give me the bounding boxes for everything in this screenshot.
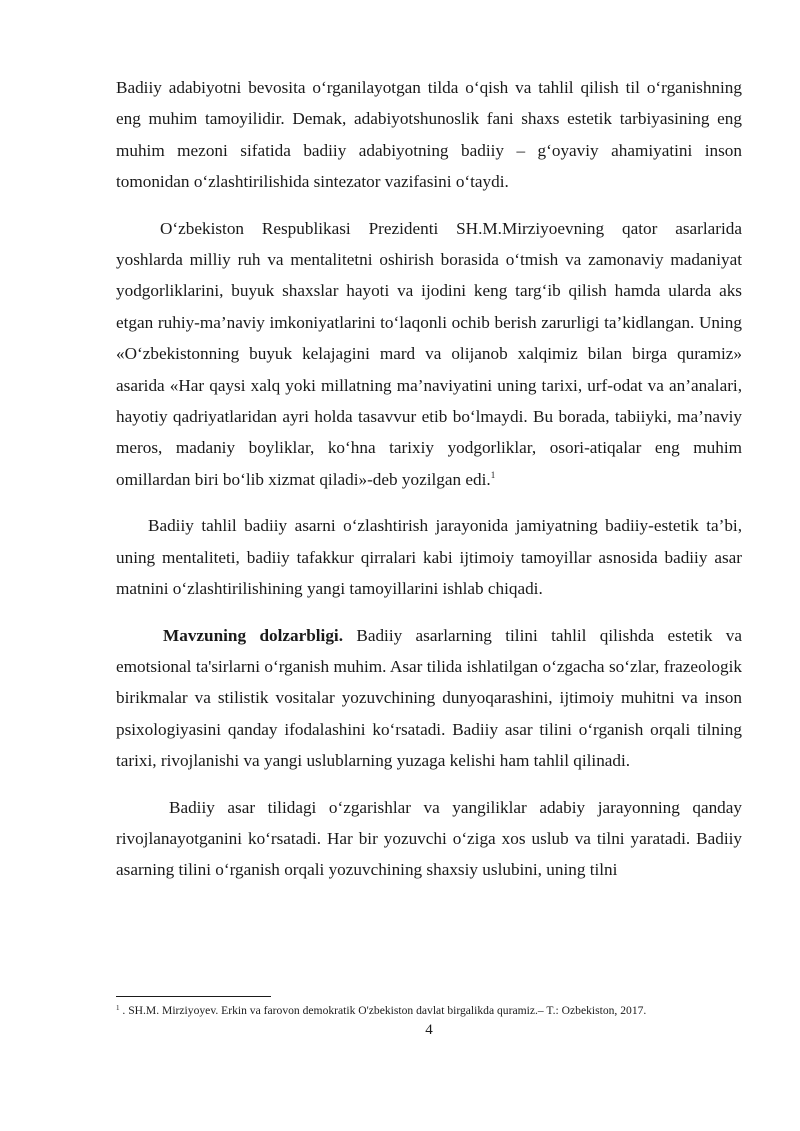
paragraph-1-text: Badiiy adabiyotni bevosita o‘rganilayotgan tilda o‘qish va tahlil qilish til o‘rganishning eng muhim tamoyilidir. Demak, adabiyotshunoslik fani shaxs estetik tarbiyasining eng muhim mezoni sifatida badiiy adabiyotning badiiy – g‘oyaviy ahamiyatini inson tomonidan o‘zlashtirilishida sintezator vazifasini o‘taydi. — [116, 78, 742, 192]
document-body — [116, 72, 742, 886]
paragraph-4-text: Badiiy asarlarning tilini tahlil qilishda estetik va emotsional ta'sirlarni o‘rganish muhim. Asar tilida ishlatilgan o‘zgacha so‘zlar, frazeologik birikmalar va stilistik vositalar yozuvchining dunyoqarashini, ijtimoiy muhitni va inson psixologiyasini qanday ifodalashini ko‘rsatadi. Badiiy asar tilini o‘rganish orqali tilning tarixi, rivojlanishi va yangi uslublarning yuzaga kelishi ham tahlil qilinadi. — [116, 625, 742, 771]
paragraph-3-text: Badiiy tahlil badiiy asarni o‘zlashtirish jarayonida jamiyatning badiiy-estetik ta’bi, uning mentaliteti, badiiy tafakkur qirralari kabi ijtimoiy tamoyillar asnosida badiiy asar matnini o‘zlashtirilishining yangi tamoyillarini ishlab chiqadi. — [116, 516, 742, 599]
page-number: 4 — [425, 1022, 433, 1038]
footnote-reference: 1 — [490, 469, 496, 480]
footnote-marker: 1 — [116, 1004, 120, 1012]
paragraph-2-text: O‘zbekiston Respublikasi Prezidenti SH.M.Mirziyoevning qator asarlarida yoshlarda milliy ruh va mentalitetni oshirish borasida o‘tmish va zamonaviy madaniyat yodgorliklarini, buyuk shaxslar hayoti va ijodini keng targ‘ib qilish hamda ularda aks etgan ruhiy-ma’naviy imkoniyatlarini to‘laqonli ochib berish zarurligi ta’kidlangan. Uning «O‘zbekistonning buyuk kelajagini mard va olijanob xalqimiz bilan birga quramiz» asarida «Har qaysi xalq yoki millatning ma’naviyatini uning tarixi, urf-odat va an’analari, hayotiy qadriyatlaridan ayri holda tasavvur etib bo‘lmaydi. Bu borada, tabiiyki, ma’naviy meros, madaniy boyliklar, ko‘hna tarixiy yodgorliklar, osori-atiqalar eng muhim omillardan biri bo‘lib xizmat qiladi»-deb yozilgan edi. — [116, 218, 742, 489]
footnote-separator — [116, 996, 271, 997]
footnote — [116, 1004, 756, 1018]
paragraph-3 — [116, 510, 742, 604]
paragraph-5 — [116, 792, 742, 886]
paragraph-2 — [116, 213, 742, 496]
section-heading-relevance: Mavzuning dolzarbligi. — [163, 625, 343, 645]
paragraph-5-text: Badiiy asar tilidagi o‘zgarishlar va yangiliklar adabiy jarayonning qanday rivojlanayotganini ko‘rsatadi. Har bir yozuvchi o‘ziga xos uslub va tilni yaratadi. Badiiy asarning tilini o‘rganish orqali yozuvchining shaxsiy uslubini, uning tilni — [116, 797, 742, 880]
paragraph-4 — [116, 620, 742, 777]
paragraph-1 — [116, 72, 742, 198]
footnote-text: . SH.M. Mirziyoyev. Erkin va farovon demokratik O'zbekiston davlat birgalikda quramiz.– T.: Ozbekiston, 2017. — [119, 1004, 647, 1017]
